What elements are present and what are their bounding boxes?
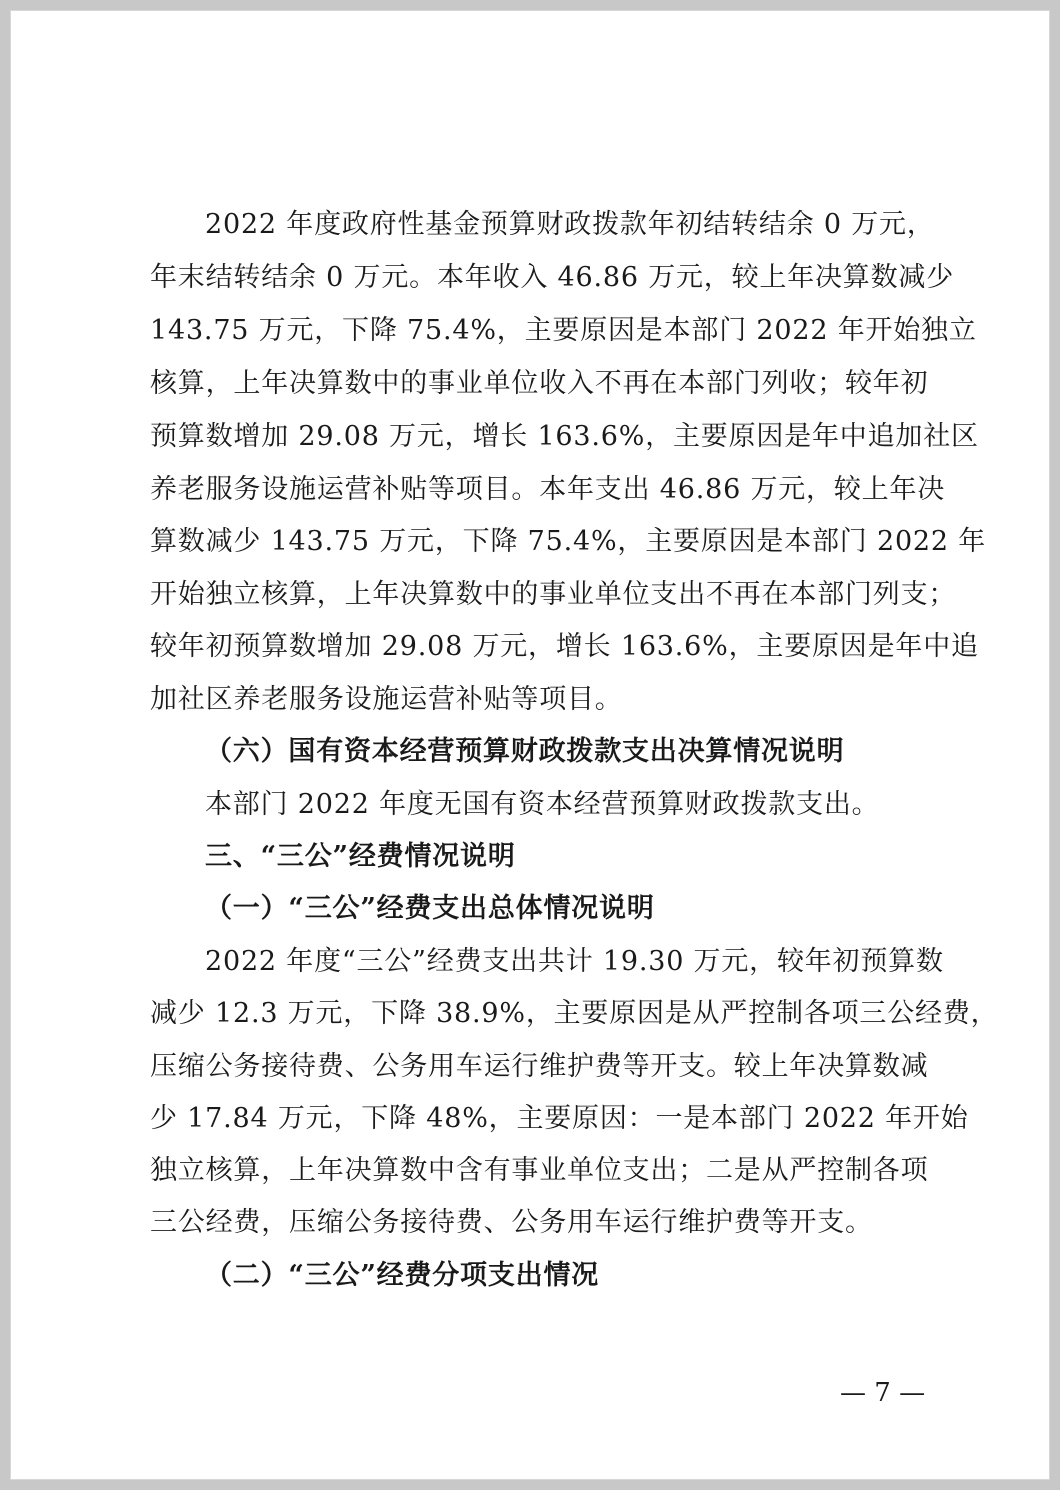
paragraph-line: 减少 12.3 万元，下降 38.9%，主要原因是从严控制各项三公经费， [150, 998, 999, 1029]
paragraph-line: 少 17.84 万元，下降 48%，主要原因：一是本部门 2022 年开始 [150, 1103, 969, 1134]
paragraph-line: 三公经费，压缩公务接待费、公务用车运行维护费等开支。 [150, 1207, 873, 1238]
paragraph-line: 预算数增加 29.08 万元，增长 163.6%，主要原因是年中追加社区 [150, 421, 979, 452]
paragraph-line: 年末结转结余 0 万元。本年收入 46.86 万元，较上年决算数减少 [150, 262, 955, 293]
paragraph-line: 本部门 2022 年度无国有资本经营预算财政拨款支出。 [205, 789, 880, 820]
paragraph-line: 养老服务设施运营补贴等项目。本年支出 46.86 万元，较上年决 [150, 474, 946, 505]
paragraph-line: 算数减少 143.75 万元，下降 75.4%，主要原因是本部门 2022 年 [150, 526, 987, 557]
paragraph-line: 143.75 万元，下降 75.4%，主要原因是本部门 2022 年开始独立 [150, 315, 977, 346]
paragraph-line: 开始独立核算，上年决算数中的事业单位支出不再在本部门列支； [150, 579, 957, 610]
paragraph-line: 2022 年度“三公”经费支出共计 19.30 万元，较年初预算数 [205, 946, 944, 977]
paragraph-line: 核算，上年决算数中的事业单位收入不再在本部门列收；较年初 [150, 368, 929, 399]
paragraph-line: 2022 年度政府性基金预算财政拨款年初结转结余 0 万元， [205, 209, 935, 240]
paragraph-line: 独立核算，上年决算数中含有事业单位支出；二是从严控制各项 [150, 1155, 929, 1186]
paragraph-line: 较年初预算数增加 29.08 万元，增长 163.6%，主要原因是年中追 [150, 631, 979, 662]
section-heading-6: （六）国有资本经营预算财政拨款支出决算情况说明 [205, 736, 845, 767]
paragraph-line: 压缩公务接待费、公务用车运行维护费等开支。较上年决算数减 [150, 1051, 929, 1082]
subsection-heading-1: （一）“三公”经费支出总体情况说明 [205, 893, 655, 924]
page-number: — 7 — [840, 1378, 926, 1408]
subsection-heading-2: （二）“三公”经费分项支出情况 [205, 1260, 600, 1291]
paragraph-line: 加社区养老服务设施运营补贴等项目。 [150, 684, 623, 715]
section-heading-3: 三、“三公”经费情况说明 [205, 841, 516, 872]
